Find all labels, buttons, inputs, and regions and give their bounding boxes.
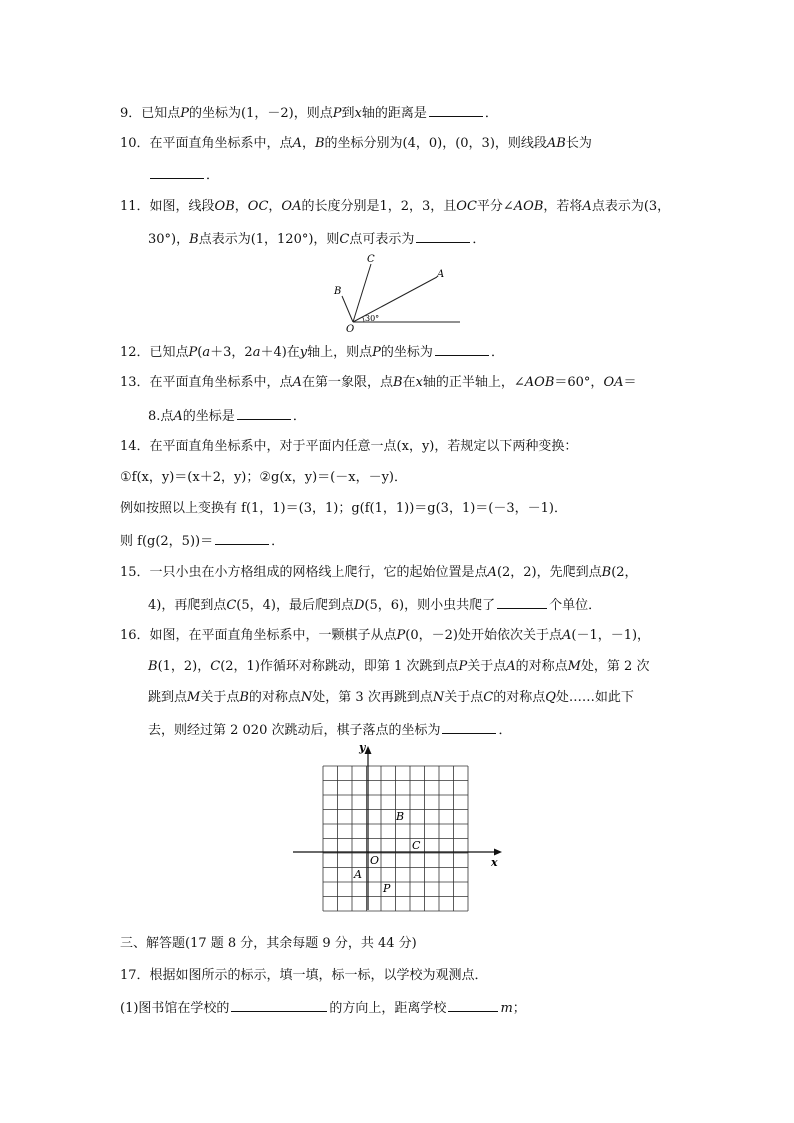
question-16-line-4: 去，则经过第 2 020 次跳动后，棋子落点的坐标为 ． [148, 723, 512, 738]
question-9: 9．已知点P的坐标为(1，－2)，则点P到x轴的距离是 ． [120, 106, 498, 121]
coordinate-grid-figure [285, 738, 510, 916]
question-14-line-1: 14．在平面直角坐标系中，对于平面内任意一点(x，y)，若规定以下两种变换： [120, 439, 578, 454]
question-12: 12．已知点P(a＋3，2a＋4)在y轴上，则点P的坐标为 ． [120, 345, 504, 360]
answer-blank[interactable] [416, 230, 470, 243]
answer-blank[interactable] [435, 343, 489, 356]
question-17-line-1: 17．根据如图所示的标示，填一填，标一标，以学校为观测点． [120, 968, 488, 983]
question-15-line-1: 15．一只小虫在小方格组成的网格线上爬行，它的起始位置是点A(2，2)，先爬到点B(2， [120, 565, 638, 580]
answer-blank[interactable] [237, 407, 291, 420]
answer-blank[interactable] [429, 104, 483, 117]
question-11-line-1: 11．如图，线段OB，OC，OA的长度分别是1，2，3，且OC平分∠AOB，若将A点表示为(3， [120, 199, 671, 214]
x-axis-label: x [491, 856, 498, 869]
question-16-line-3: 跳到点M关于点B的对称点N处，第 3 次再跳到点N关于点C的对称点Q处……如此下 [148, 690, 634, 705]
question-10-line-1: 10．在平面直角坐标系中，点A，B的坐标分别为(4，0)，(0，3)，则线段AB长为 [120, 136, 592, 151]
angle-arc [363, 317, 364, 322]
point-c-label: C [412, 839, 421, 852]
answer-blank[interactable] [448, 999, 498, 1012]
question-10-line-2: ． [148, 166, 219, 184]
question-17-line-2: (1)图书馆在学校的 的方向上，距离学校 m； [120, 1001, 526, 1016]
segment-ob [342, 296, 353, 322]
answer-blank[interactable] [150, 166, 204, 179]
y-axis-label: y [359, 741, 366, 754]
point-p-label: P [383, 882, 391, 895]
question-14-line-3: 例如按照以上变换有 f(1，1)＝(3，1)；g(f(1，1))＝g(3，1)＝(－3，－1)． [120, 501, 567, 516]
question-14-line-4: 则 f(g(2，5))＝ ． [120, 534, 285, 549]
origin-label: O [370, 854, 380, 867]
angle-figure [325, 250, 470, 335]
answer-blank[interactable] [215, 532, 269, 545]
point-a-label: A [354, 868, 362, 881]
label-c: C [367, 254, 375, 265]
question-16-line-2: B(1，2)，C(2，1)作循环对称跳动，即第 1 次跳到点P关于点A的对称点M处，第 2 次 [148, 659, 650, 674]
answer-blank[interactable] [497, 596, 547, 609]
question-16-line-1: 16．如图，在平面直角坐标系中，一颗棋子从点P(0，－2)处开始依次关于点A(－1，－1)， [120, 628, 651, 643]
label-angle: 30° [365, 314, 380, 323]
label-a: A [437, 269, 445, 280]
question-13-line-2: 8.点A的坐标是 ． [148, 409, 306, 424]
y-axis-arrow [365, 746, 372, 754]
x-axis-arrow [494, 849, 502, 856]
point-b-label: B [396, 810, 405, 823]
question-13-line-1: 13．在平面直角坐标系中，点A在第一象限，点B在x轴的正半轴上，∠AOB＝60°，OA＝ [120, 375, 637, 390]
question-14-line-2: ①f(x，y)＝(x＋2，y)；②g(x，y)＝(－x，－y)． [120, 470, 407, 485]
grid-lines [323, 766, 468, 911]
label-b: B [334, 286, 342, 297]
label-o: O [346, 324, 355, 335]
section-3-heading: 三、解答题(17 题 8 分，其余每题 9 分，共 44 分) [120, 936, 417, 951]
answer-blank[interactable] [442, 721, 496, 734]
answer-blank[interactable] [231, 999, 327, 1012]
question-11-line-2: 30°)，B点表示为(1，120°)，则C点可表示为 ． [148, 232, 486, 247]
question-15-line-2: 4)，再爬到点C(5，4)，最后爬到点D(5，6)，则小虫共爬了 个单位． [148, 598, 602, 613]
